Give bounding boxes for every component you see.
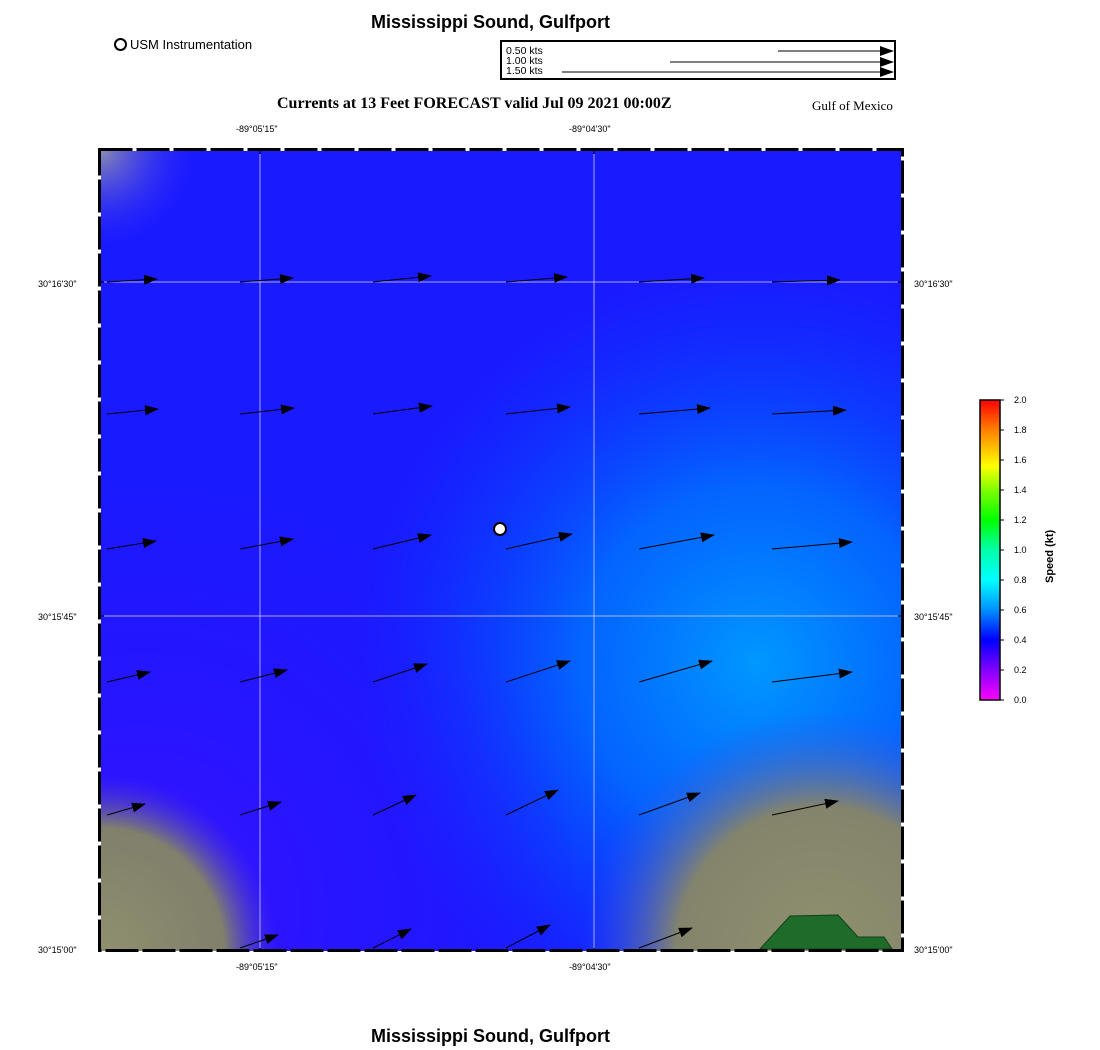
map-title: Mississippi Sound, Gulfport (371, 12, 611, 32)
lat-tick-right-2: 30°15'00" (914, 945, 953, 955)
lat-tick-right-1: 30°15'45" (914, 612, 953, 622)
bottom-title: Mississippi Sound, Gulfport (371, 1026, 611, 1046)
usm-station-marker (494, 523, 506, 535)
lat-tick-left-2: 30°15'00" (38, 945, 77, 955)
scale-label-1: 1.00 kts (506, 55, 543, 67)
speed-colorbar (976, 396, 1006, 706)
colorbar-tick-10: 0.0 (1014, 695, 1027, 705)
colorbar-tick-7: 0.6 (1014, 605, 1027, 615)
colorbar-tick-6: 0.8 (1014, 575, 1027, 585)
lat-tick-left-0: 30°16'30" (38, 279, 77, 289)
scale-label-2: 1.50 kts (506, 65, 543, 77)
lat-tick-right-0: 30°16'30" (914, 279, 953, 289)
lon-tick-bottom-1: -89°04'30" (569, 962, 611, 972)
colorbar-tick-5: 1.0 (1014, 545, 1027, 555)
station-legend (114, 37, 284, 55)
colorbar-title: Speed (kt) (1044, 529, 1056, 583)
map-subtitle: Currents at 13 Feet FORECAST valid Jul 09 2021 00:00Z (277, 95, 672, 112)
region-label: Gulf of Mexico (812, 98, 893, 113)
vector-scale-legend (500, 40, 896, 80)
colorbar-tick-2: 1.6 (1014, 455, 1027, 465)
colorbar-tick-3: 1.4 (1014, 485, 1027, 495)
circle-marker-icon (114, 38, 127, 51)
scale-arrows (502, 42, 898, 82)
land-southeast (101, 151, 901, 951)
colorbar-tick-8: 0.4 (1014, 635, 1027, 645)
colorbar-tick-0: 2.0 (1014, 395, 1027, 405)
scale-label-0: 0.50 kts (506, 45, 543, 57)
lat-tick-left-1: 30°15'45" (38, 612, 77, 622)
current-map (98, 148, 904, 952)
colorbar-tick-9: 0.2 (1014, 665, 1027, 675)
colorbar-tick-1: 1.8 (1014, 425, 1027, 435)
lon-tick-top-1: -89°04'30" (569, 124, 611, 134)
station-legend-label: USM Instrumentation (130, 37, 253, 52)
lon-tick-top-0: -89°05'15" (236, 124, 278, 134)
lon-tick-bottom-0: -89°05'15" (236, 962, 278, 972)
colorbar-tick-4: 1.2 (1014, 515, 1027, 525)
